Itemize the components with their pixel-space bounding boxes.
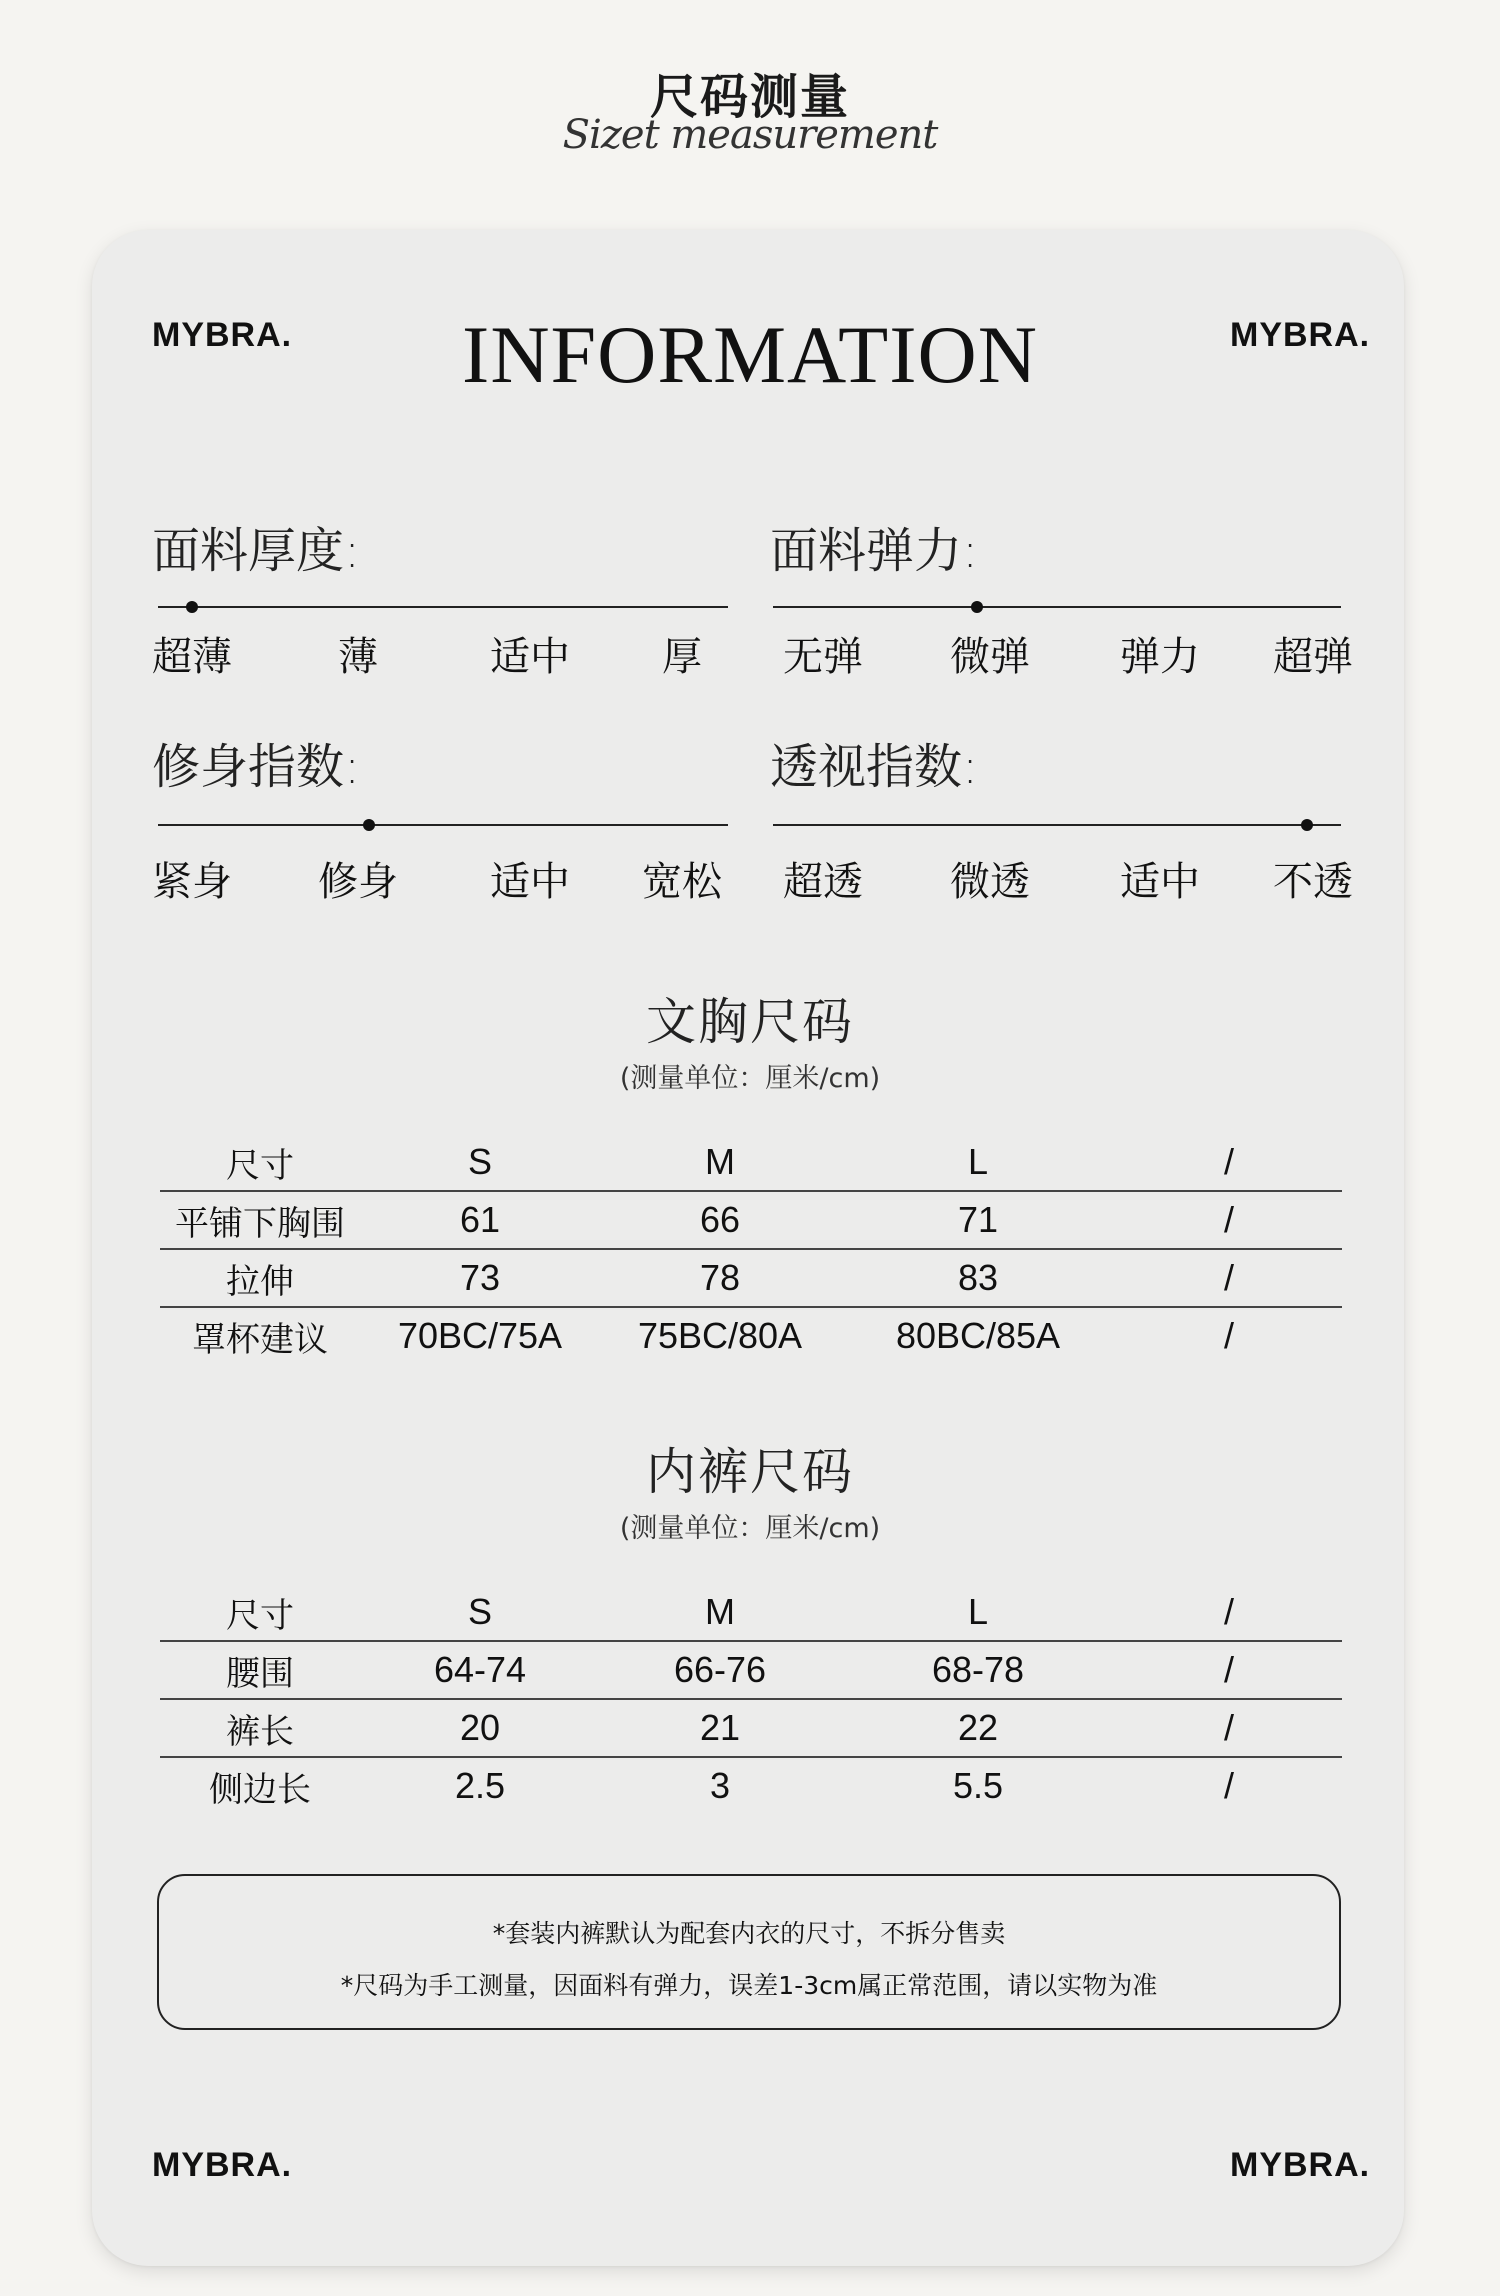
table-cell: 64-74 [360,1641,600,1699]
table-cell: / [1116,1249,1342,1307]
sheer-track [773,824,1341,826]
sheer-option: 微透 [950,859,1030,905]
fit-label: 修身指数: [152,739,361,795]
thickness-track [158,606,728,608]
table-cell: 裤长 [160,1699,360,1757]
sheer-option: 适中 [1120,859,1200,905]
fit-marker [363,819,375,831]
fit-track [158,824,728,826]
table-cell: 73 [360,1249,600,1307]
table-header-cell: M [705,1591,735,1632]
note-line: *尺码为手工测量，因面料有弹力，误差1-3cm属正常范围，请以实物为准 [340,1971,1158,2000]
table-header-cell: L [967,1141,989,1182]
table-cell: 平铺下胸围 [160,1191,360,1249]
table-header-cell: 尺寸 [226,1595,294,1636]
thickness-option: 适中 [490,634,570,680]
table-cell: 83 [840,1249,1116,1307]
bra-size-unit: (测量单位：厘米/cm) [619,1063,881,1094]
table-cell: 75BC/80A [600,1307,840,1364]
table-row [160,1757,1342,1814]
brand-logo-top-right: MYBRA. [1230,316,1371,354]
brand-logo-top-left: MYBRA. [152,316,293,354]
table-cell: 5.5 [840,1757,1116,1814]
elasticity-option: 微弹 [950,634,1030,680]
table-cell: 61 [360,1191,600,1249]
thickness-option: 薄 [338,634,378,680]
table-cell: 21 [600,1699,840,1757]
table-cell: 腰围 [160,1641,360,1699]
table-cell: / [1116,1191,1342,1249]
table-cell: 拉伸 [160,1249,360,1307]
table-row [160,1191,1342,1249]
notes-box [157,1874,1341,2030]
table-header-cell: L [967,1591,989,1632]
elasticity-option: 弹力 [1120,634,1200,680]
table-cell: 66-76 [600,1641,840,1699]
table-cell: 侧边长 [160,1757,360,1814]
fit-option: 紧身 [152,859,232,905]
page-subtitle: Sizet measurement [562,112,938,158]
bra-size-table [160,1134,1342,1364]
note-line: *套装内裤默认为配套内衣的尺寸，不拆分售卖 [492,1919,1006,1948]
table-cell: 20 [360,1699,600,1757]
panty-size-table [160,1584,1342,1814]
page-title: 尺码测量 [649,69,850,125]
table-row [160,1699,1342,1757]
panty-size-unit: (测量单位：厘米/cm) [619,1513,881,1544]
thickness-label: 面料厚度: [152,523,361,579]
table-cell: / [1116,1641,1342,1699]
information-heading: INFORMATION [462,309,1038,400]
sheer-option: 超透 [783,859,863,905]
table-cell: 71 [840,1191,1116,1249]
table-row [160,1307,1342,1364]
table-header-cell: / [1223,1591,1234,1632]
bra-size-title: 文胸尺码 [646,993,854,1051]
thickness-option: 厚 [662,634,702,680]
table-cell: 68-78 [840,1641,1116,1699]
fit-option: 宽松 [642,859,722,905]
table-header-row [160,1584,1342,1641]
sheer-option: 不透 [1273,859,1353,905]
table-cell: 80BC/85A [840,1307,1116,1364]
table-header-row [160,1134,1342,1191]
elasticity-option: 超弹 [1273,634,1353,680]
table-cell: 70BC/75A [360,1307,600,1364]
table-header-cell: / [1223,1141,1234,1182]
table-row [160,1641,1342,1699]
elasticity-label: 面料弹力: [770,523,979,579]
table-header-cell: 尺寸 [226,1145,294,1186]
brand-logo-bottom-left: MYBRA. [152,2146,293,2184]
table-cell: / [1116,1699,1342,1757]
table-cell: 罩杯建议 [160,1307,360,1364]
table-header-cell: S [467,1591,492,1632]
elasticity-option: 无弹 [783,634,863,680]
fit-option: 修身 [318,859,398,905]
panty-size-title: 内裤尺码 [646,1443,854,1501]
table-header-cell: S [467,1141,492,1182]
table-cell: 22 [840,1699,1116,1757]
fit-option: 适中 [490,859,570,905]
table-cell: 78 [600,1249,840,1307]
table-cell: 3 [600,1757,840,1814]
table-row [160,1249,1342,1307]
elasticity-track [773,606,1341,608]
table-cell: 66 [600,1191,840,1249]
sheer-label: 透视指数: [770,739,979,795]
brand-logo-bottom-right: MYBRA. [1230,2146,1371,2184]
table-cell: 2.5 [360,1757,600,1814]
table-header-cell: M [705,1141,735,1182]
thickness-option: 超薄 [152,634,232,680]
table-cell: / [1116,1757,1342,1814]
table-cell: / [1116,1307,1342,1364]
sheer-marker [1301,819,1313,831]
